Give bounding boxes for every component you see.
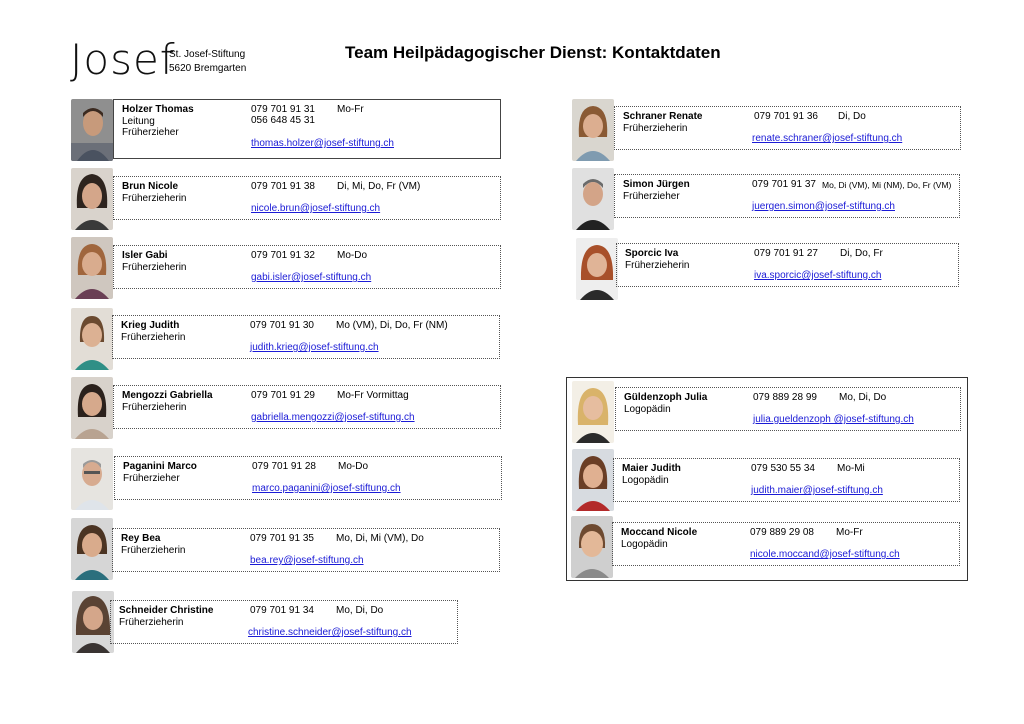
contact-name: Isler Gabi (122, 250, 168, 261)
contact-phone: 079 701 91 35 (250, 533, 314, 544)
contact-role: Logopädin (624, 404, 671, 415)
contact-email-link[interactable]: christine.schneider@josef-stiftung.ch (248, 627, 412, 638)
contact-role: Früherzieherin (623, 123, 688, 134)
contact-workdays: Di, Do (838, 111, 866, 122)
contact-email-link[interactable]: judith.krieg@josef-stiftung.ch (250, 342, 379, 353)
contact-name: Krieg Judith (121, 320, 180, 331)
contact-workdays: Mo, Di, Do (839, 392, 887, 403)
phone-landline: 056 648 45 31 (251, 115, 315, 126)
contact-name: Mengozzi Gabriella (122, 390, 213, 401)
contact-workdays: Mo, Di, Mi (VM), Do (336, 533, 424, 544)
contact-card (614, 174, 960, 218)
contact-phone: 079 701 91 36 (754, 111, 818, 122)
contact-phone: 079 701 91 30 (250, 320, 314, 331)
contact-role: Früherzieherin (122, 402, 187, 413)
contact-name: Schneider Christine (119, 605, 214, 616)
avatar (71, 518, 113, 580)
avatar (572, 99, 614, 161)
contact-card (113, 245, 501, 289)
contact-name: Rey Bea (121, 533, 161, 544)
contact-name: Güldenzoph Julia (624, 392, 708, 403)
contact-phone: 079 701 91 32 (251, 250, 315, 261)
contact-workdays: Mo (VM), Di, Do, Fr (NM) (336, 320, 448, 331)
contact-name: Simon Jürgen (623, 179, 690, 190)
contact-email-link[interactable]: gabriella.mengozzi@josef-stiftung.ch (251, 412, 415, 423)
phone-mobile: 079 701 91 31 (251, 104, 315, 115)
contact-card (110, 600, 458, 644)
contact-card (612, 522, 960, 566)
contact-email-link[interactable]: judith.maier@josef-stiftung.ch (751, 485, 883, 496)
contact-role: Früherzieher (623, 191, 680, 202)
contact-card (613, 458, 960, 502)
contact-role: Leitung (122, 116, 155, 127)
contact-workdays: Di, Mi, Do, Fr (VM) (337, 181, 421, 192)
contact-role: Logopädin (621, 539, 668, 550)
avatar (72, 591, 114, 653)
contact-workdays: Mo-Do (338, 461, 369, 472)
contact-phone: 079 701 91 29 (251, 390, 315, 401)
avatar (572, 381, 614, 443)
contact-workdays: Di, Do, Fr (840, 248, 883, 259)
avatar (576, 238, 618, 300)
contact-role-secondary: Früherzieher (122, 127, 179, 138)
avatar (572, 449, 614, 511)
avatar (71, 237, 113, 299)
contact-email-link[interactable]: iva.sporcic@josef-stiftung.ch (754, 270, 882, 281)
contact-role: Früherzieherin (122, 262, 187, 273)
contact-card (112, 528, 500, 572)
contact-role: Früherzieherin (625, 260, 690, 271)
contact-phone: 079 530 55 34 (751, 463, 815, 474)
contact-phone: 079 889 28 99 (753, 392, 817, 403)
contact-workdays: Mo, Di (VM), Mi (NM), Do, Fr (VM) (822, 180, 952, 190)
contact-card (114, 456, 502, 500)
contact-card (112, 315, 500, 359)
page-title: Team Heilpädagogischer Dienst: Kontaktdaten (345, 43, 721, 62)
contact-workdays: Mo-Fr (337, 104, 364, 115)
contact-workdays: Mo, Di, Do (336, 605, 384, 616)
contact-role: Logopädin (622, 475, 669, 486)
contact-name: Brun Nicole (122, 181, 179, 192)
avatar (71, 168, 113, 230)
logo-word: Josef (70, 35, 176, 84)
contact-phone: 079 889 29 08 (750, 527, 814, 538)
contact-phone: 079 701 91 37 (752, 179, 816, 190)
contact-phone: 079 701 91 38 (251, 181, 315, 192)
contact-card (113, 385, 501, 429)
contact-phone: 079 701 91 28 (252, 461, 316, 472)
contact-name: Schraner Renate (623, 111, 703, 122)
contact-email-link[interactable]: nicole.brun@josef-stiftung.ch (251, 203, 381, 214)
contact-workdays: Mo-Mi (837, 463, 865, 474)
contact-name: Sporcic Iva (625, 248, 679, 259)
contact-role: Früherzieherin (121, 332, 186, 343)
avatar (571, 516, 613, 578)
contact-phone: 079 701 91 27 (754, 248, 818, 259)
contact-role: Früherzieher (123, 473, 180, 484)
contact-email-link[interactable]: thomas.holzer@josef-stiftung.ch (251, 138, 394, 149)
contact-card (614, 106, 961, 150)
contact-name: Maier Judith (622, 463, 681, 474)
contact-role: Früherzieherin (121, 545, 186, 556)
org-name: St. Josef-Stiftung (169, 49, 246, 60)
avatar (71, 377, 113, 439)
contact-workdays: Mo-Fr (836, 527, 863, 538)
contact-card (113, 99, 501, 159)
contact-workdays: Mo-Do (337, 250, 368, 261)
avatar (71, 448, 113, 510)
contact-phone: 079 701 91 34 (250, 605, 314, 616)
contact-email-link[interactable]: julia.gueldenzoph @josef-stiftung.ch (753, 414, 914, 425)
org-city: 5620 Bremgarten (169, 63, 247, 74)
contact-email-link[interactable]: marco.paganini@josef-stiftung.ch (252, 483, 401, 494)
contact-role: Früherzieherin (119, 617, 184, 628)
avatar (71, 99, 113, 161)
avatar (71, 308, 113, 370)
contact-role: Früherzieherin (122, 193, 187, 204)
contact-email-link[interactable]: bea.rey@josef-stiftung.ch (250, 555, 364, 566)
contact-card (616, 243, 959, 287)
contact-workdays: Mo-Fr Vormittag (337, 390, 409, 401)
contact-card (615, 387, 961, 431)
avatar (572, 168, 614, 230)
contact-card (113, 176, 501, 220)
contact-email-link[interactable]: renate.schraner@josef-stiftung.ch (752, 133, 903, 144)
contact-email-link[interactable]: juergen.simon@josef-stiftung.ch (752, 201, 895, 212)
org-address (169, 48, 246, 76)
contact-phone (251, 104, 315, 126)
contact-name: Paganini Marco (123, 461, 197, 472)
contact-name: Moccand Nicole (621, 527, 698, 538)
contact-email-link[interactable]: nicole.moccand@josef-stiftung.ch (750, 549, 900, 560)
contact-email-link[interactable]: gabi.isler@josef-stiftung.ch (251, 272, 372, 283)
contact-name: Holzer Thomas (122, 104, 194, 115)
